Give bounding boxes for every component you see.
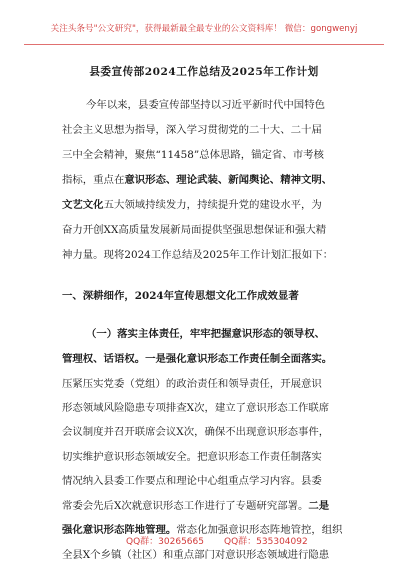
para1-line-6: 切实维护意识形态领域安全。把意识形态工作责任制落实 [62,451,322,463]
intro-line-4-text: 指标，重点在 [62,174,125,186]
para1-line-2-emphasis-b: 一是强化意识形态工作责任制全面落实。 [145,353,333,365]
para1-line-1: （一）落实主体责任，牢牢把握意识形态的领导权、 [86,328,325,340]
para1-line-5: 会议制度并召开联席会议X次，确保不出现意识形态事件， [62,426,330,438]
para1-line-2-emphasis-a: 管理权、话语权。 [62,353,146,365]
para1-line-7: 情况纳入县委工作要点和理论中心组重点学习内容。县委 [62,475,322,487]
para1-line-2 [62,352,332,366]
para1-line-3: 压紧压实党委（党组）的政治责任和领导责任，开展意识 [62,378,322,390]
footer-qq-group-1: QQ群：30265665 [126,537,204,547]
intro-line-5-emphasis: 文艺文化 [62,199,104,211]
intro-line-5-text: 五大领域持续发力，持续提升党的建设水平，为 [103,199,322,211]
intro-line-4-emphasis: 意识形态、理论武装、新闻舆论、精神文明、 [124,174,333,186]
intro-line-4 [62,173,332,187]
intro-line-1: 今年以来，县委宣传部坚持以习近平新时代中国特色 [86,99,325,111]
intro-line-5 [62,198,322,212]
para1-line-8-text: 常委会先后X次就意识形态工作进行了专题研究部署。 [62,500,309,512]
para1-line-8-emphasis: 二是 [308,500,330,512]
intro-line-2: 社会主义思想为指导，深入学习贯彻党的二十大、二十届 [62,124,322,136]
para1-line-4: 形态领域风险隐患专项排查X次，建立了意识形态工作联席 [62,402,330,414]
document-title: 县委宣传部2024工作总结及2025年工作计划 [89,66,319,78]
intro-line-7: 神力量。现将2024工作总结及2025年工作计划汇报如下： [62,249,334,261]
header-banner: 关注头条号"公文研究"，获得最新最全最专业的公文资料库！ 微信：gongwenyj [50,24,358,34]
intro-line-3: 三中全会精神，聚焦“11458”总体思路，锚定省、市考核 [62,149,324,161]
para1-line-9-emphasis: 强化意识形态阵地管理。 [62,524,177,536]
para1-line-10: 全县X个乡镇（社区）和重点部门对意识形态领域进行隐患 [62,549,330,561]
para1-line-9-text: 常态化加强意识形态阵地管控，组织 [176,524,343,536]
section-heading-1: 一、深耕细作，2024年宣传思想文化工作成效显著 [62,290,299,302]
footer-qq-group-2: QQ群：535304092 [224,537,308,547]
intro-line-6: 奋力开创XX高质量发展新局面提供坚强思想保证和强大精 [62,224,327,236]
para1-line-8 [62,499,329,513]
header-divider [24,44,384,45]
